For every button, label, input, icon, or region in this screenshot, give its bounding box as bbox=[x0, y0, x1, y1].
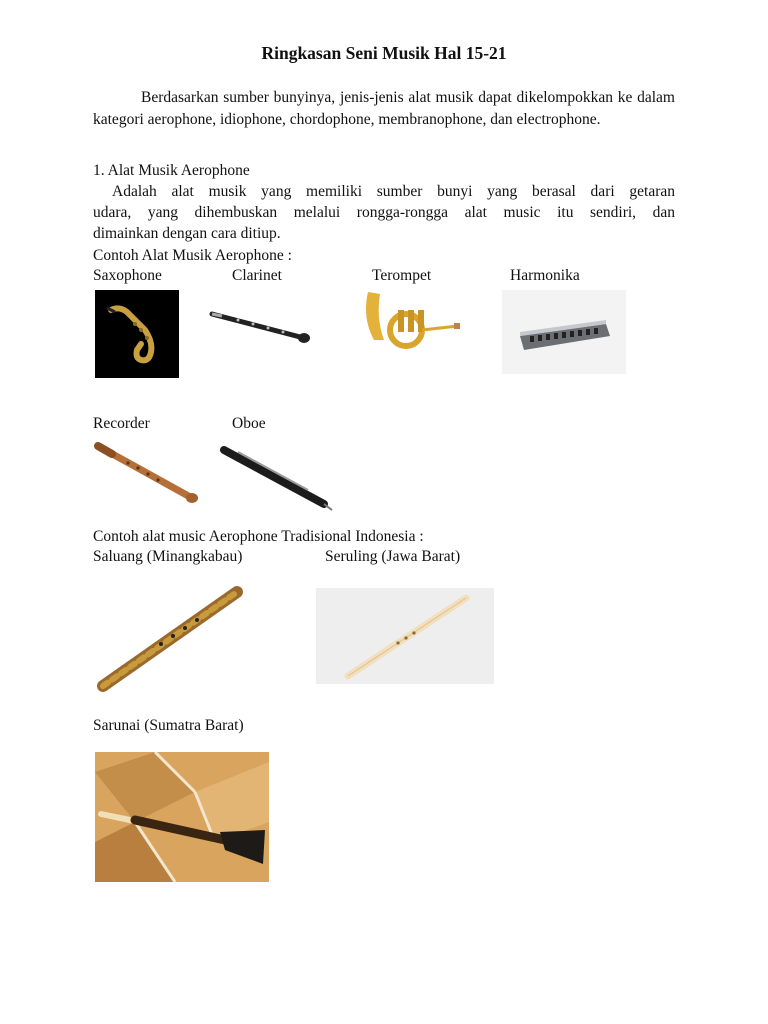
oboe-image bbox=[218, 438, 336, 512]
label-saluang: Saluang (Minangkabau) bbox=[93, 548, 243, 565]
seruling-image bbox=[316, 588, 494, 684]
label-terompet: Terompet bbox=[372, 267, 432, 284]
label-seruling: Seruling (Jawa Barat) bbox=[325, 548, 461, 565]
section-heading: 1. Alat Musik Aerophone bbox=[93, 162, 250, 179]
label-harmonika: Harmonika bbox=[510, 267, 580, 284]
harmonika-image bbox=[502, 290, 626, 374]
page-title: Ringkasan Seni Musik Hal 15-21 bbox=[261, 43, 507, 63]
label-saxophone: Saxophone bbox=[93, 267, 162, 284]
definition-line-2: udara, yang dihembuskan melalui rongga-rongga alat music itu sendiri, dan bbox=[93, 204, 675, 221]
definition-line-1: Adalah alat musik yang memiliki sumber bunyi yang berasal dari getaran bbox=[112, 183, 675, 200]
terompet-image bbox=[360, 288, 464, 364]
label-oboe: Oboe bbox=[232, 415, 266, 432]
recorder-image bbox=[92, 438, 202, 510]
label-clarinet: Clarinet bbox=[232, 267, 282, 284]
sarunai-image bbox=[95, 752, 269, 882]
label-recorder: Recorder bbox=[93, 415, 150, 432]
saxophone-image bbox=[95, 290, 179, 378]
clarinet-image bbox=[208, 296, 314, 352]
definition-line-3: dimainkan dengan cara ditiup. bbox=[93, 225, 281, 242]
traditional-heading: Contoh alat music Aerophone Tradisional Indonesia : bbox=[93, 528, 424, 545]
intro-paragraph: Berdasarkan sumber bunyinya, jenis-jenis alat musik dapat dikelompokkan ke dalam kategori aerophone, idiophone, chordophone, membranophone, dan electrophone. bbox=[93, 89, 675, 128]
label-sarunai: Sarunai (Sumatra Barat) bbox=[93, 717, 244, 734]
examples-heading: Contoh Alat Musik Aerophone : bbox=[93, 247, 292, 264]
saluang-image bbox=[95, 584, 245, 692]
